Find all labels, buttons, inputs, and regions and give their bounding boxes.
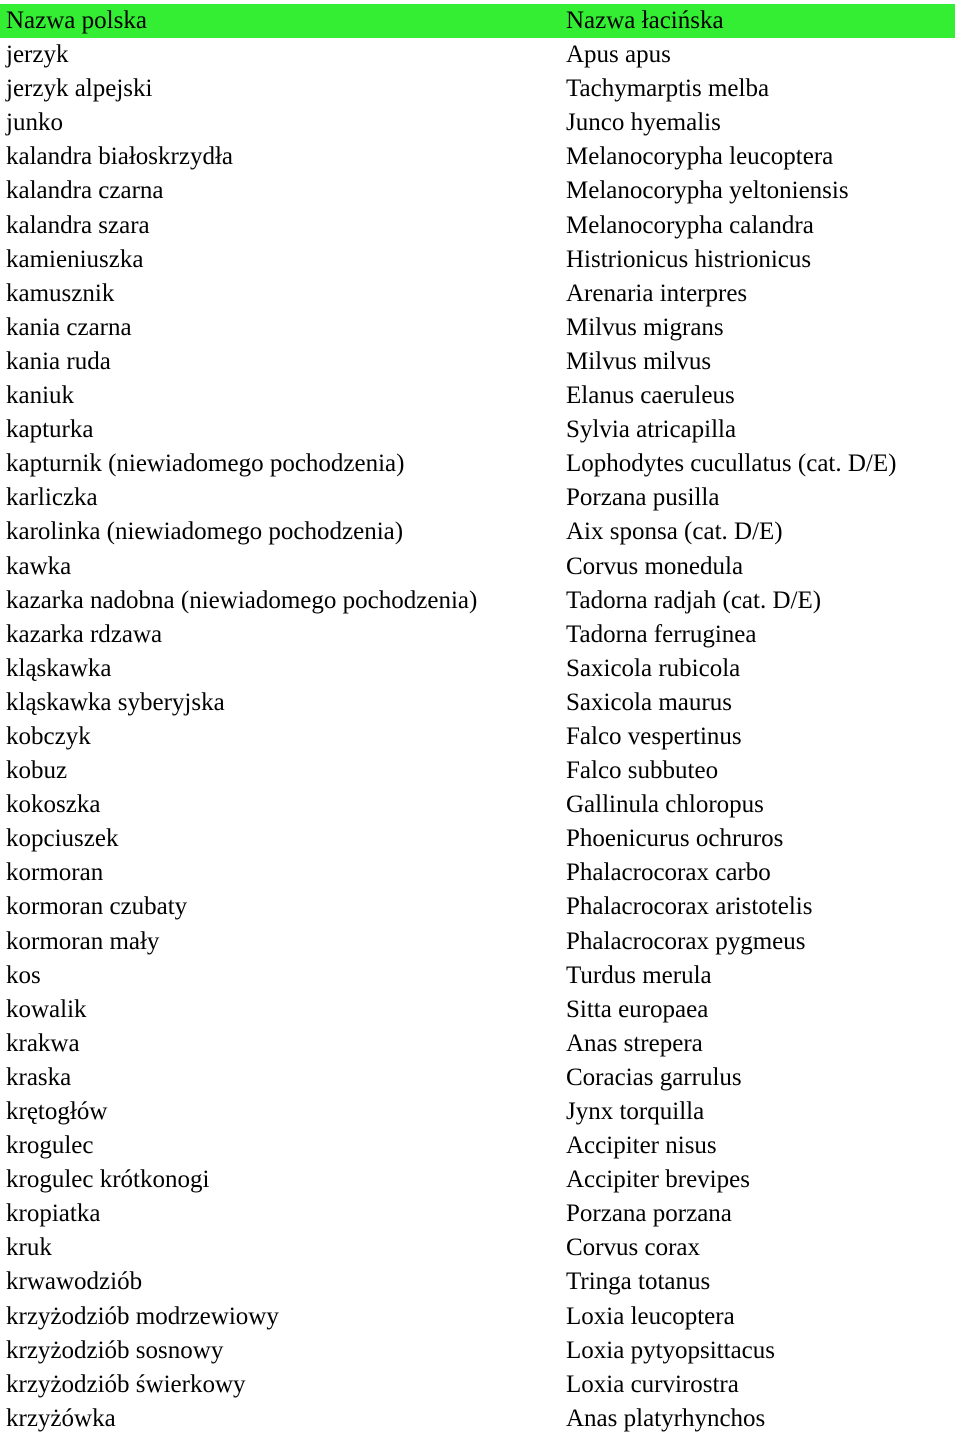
polish-name-cell: kropiatka <box>6 1200 101 1228</box>
polish-name-cell: kazarka nadobna (niewiadomego pochodzenia) <box>6 586 478 614</box>
table-row <box>0 822 955 856</box>
polish-name-cell: krętogłów <box>6 1098 108 1125</box>
table-row <box>0 754 955 788</box>
latin-name-cell: Gallinula chloropus <box>566 791 764 819</box>
latin-name-cell: Lophodytes cucullatus (cat. D/E) <box>566 450 897 478</box>
polish-name-cell: kapturka <box>6 416 94 444</box>
latin-name-cell: Loxia pytyopsittacus <box>566 1336 775 1364</box>
table-row <box>0 618 955 652</box>
polish-name-cell: kobuz <box>6 757 68 785</box>
latin-name-cell: Accipiter nisus <box>566 1132 717 1160</box>
polish-name-cell: krzyżodziób sosnowy <box>6 1336 224 1364</box>
latin-name-cell: Corvus corax <box>566 1234 700 1262</box>
table-header-row <box>0 4 955 38</box>
table-row <box>0 550 955 584</box>
latin-name-cell: Milvus milvus <box>566 347 712 375</box>
latin-name-cell: Phalacrocorax carbo <box>566 859 771 887</box>
polish-name-cell: kopciuszek <box>6 825 119 853</box>
latin-name-cell: Phalacrocorax pygmeus <box>566 927 806 955</box>
polish-name-cell: krwawodziób <box>6 1268 143 1296</box>
table-row <box>0 174 955 208</box>
table-row <box>0 243 955 277</box>
polish-name-cell: kalandra szara <box>6 211 150 239</box>
latin-name-cell: Tadorna ferruginea <box>566 620 757 648</box>
polish-name-cell: kamusznik <box>6 279 115 307</box>
polish-name-cell: kormoran czubaty <box>6 893 188 921</box>
table-row <box>0 993 955 1027</box>
latin-name-cell: Porzana pusilla <box>566 484 720 512</box>
latin-name-cell: Falco vespertinus <box>566 722 742 750</box>
polish-name-cell: karliczka <box>6 484 98 512</box>
latin-name-cell: Elanus caeruleus <box>566 382 735 410</box>
latin-name-cell: Histrionicus histrionicus <box>566 245 812 273</box>
latin-name-cell: Turdus merula <box>566 961 712 989</box>
polish-name-cell: kos <box>6 961 41 989</box>
table-row <box>0 1163 955 1197</box>
table-row <box>0 277 955 311</box>
latin-name-cell: Milvus migrans <box>566 313 724 341</box>
table-row <box>0 1095 955 1129</box>
polish-name-cell: krzyżodziób modrzewiowy <box>6 1302 279 1330</box>
latin-name-cell: Tadorna radjah (cat. D/E) <box>566 586 822 614</box>
polish-name-cell: junko <box>6 109 63 137</box>
latin-name-cell: Anas platyrhynchos <box>566 1404 766 1432</box>
latin-name-cell: Saxicola maurus <box>566 688 732 716</box>
table-row <box>0 1368 955 1402</box>
latin-name-cell: Accipiter brevipes <box>566 1166 750 1194</box>
table-row <box>0 1129 955 1163</box>
table-row <box>0 38 955 72</box>
latin-name-cell: Jynx torquilla <box>566 1098 705 1125</box>
table-row <box>0 1197 955 1231</box>
polish-name-cell: kapturnik (niewiadomego pochodzenia) <box>6 450 405 478</box>
polish-name-cell: kawka <box>6 552 72 580</box>
polish-name-cell: kobczyk <box>6 722 91 750</box>
table-row <box>0 481 955 515</box>
table-body <box>0 38 955 1436</box>
table-row <box>0 311 955 345</box>
polish-name-cell: kaniuk <box>6 382 75 410</box>
table-row <box>0 209 955 243</box>
latin-name-cell: Junco hyemalis <box>566 109 721 137</box>
polish-name-cell: kormoran <box>6 859 104 887</box>
latin-name-cell: Corvus monedula <box>566 552 744 580</box>
polish-name-cell: kamieniuszka <box>6 245 144 273</box>
polish-name-cell: kalandra białoskrzydła <box>6 143 233 171</box>
polish-name-cell: kowalik <box>6 995 87 1023</box>
polish-name-cell: kląskawka <box>6 654 112 682</box>
latin-name-cell: Saxicola rubicola <box>566 654 741 682</box>
table-row <box>0 345 955 379</box>
latin-name-cell: Anas strepera <box>566 1029 703 1057</box>
latin-name-cell: Melanocorypha yeltoniensis <box>566 177 849 205</box>
polish-name-cell: kokoszka <box>6 791 101 819</box>
table-row <box>0 413 955 447</box>
latin-name-cell: Porzana porzana <box>566 1200 732 1228</box>
species-table <box>0 4 955 1436</box>
table-row <box>0 686 955 720</box>
table-row <box>0 720 955 754</box>
latin-name-cell: Aix sponsa (cat. D/E) <box>566 518 783 546</box>
latin-name-cell: Apus apus <box>566 41 671 69</box>
polish-name-cell: kania czarna <box>6 313 132 341</box>
table-row <box>0 72 955 106</box>
table-row <box>0 959 955 993</box>
polish-name-cell: kania ruda <box>6 347 111 375</box>
latin-name-cell: Coracias garrulus <box>566 1063 742 1091</box>
polish-name-cell: kraska <box>6 1063 72 1091</box>
latin-name-cell: Phalacrocorax aristotelis <box>566 893 813 921</box>
polish-name-cell: krzyżodziób świerkowy <box>6 1370 246 1398</box>
table-row <box>0 140 955 174</box>
table-row <box>0 1334 955 1368</box>
table-row <box>0 788 955 822</box>
polish-name-cell: jerzyk <box>6 41 69 69</box>
table-row <box>0 890 955 924</box>
latin-name-cell: Loxia leucoptera <box>566 1302 735 1330</box>
table-row <box>0 856 955 890</box>
table-row <box>0 584 955 618</box>
table-row <box>0 925 955 959</box>
polish-name-cell: krakwa <box>6 1029 80 1057</box>
latin-name-cell: Melanocorypha calandra <box>566 211 814 239</box>
table-row <box>0 652 955 686</box>
polish-name-cell: krzyżówka <box>6 1404 116 1432</box>
table-row <box>0 447 955 481</box>
latin-name-cell: Tringa totanus <box>566 1268 711 1296</box>
polish-name-cell: kazarka rdzawa <box>6 620 163 648</box>
table-row <box>0 1265 955 1299</box>
latin-name-cell: Arenaria interpres <box>566 279 748 307</box>
polish-name-cell: kląskawka syberyjska <box>6 688 225 716</box>
header-latin-name: Nazwa łacińska <box>566 7 724 34</box>
latin-name-cell: Falco subbuteo <box>566 757 719 785</box>
header-polish-name: Nazwa polska <box>6 7 147 34</box>
polish-name-cell: karolinka (niewiadomego pochodzenia) <box>6 518 404 546</box>
latin-name-cell: Sitta europaea <box>566 995 709 1023</box>
latin-name-cell: Sylvia atricapilla <box>566 416 737 444</box>
table-row <box>0 1300 955 1334</box>
polish-name-cell: kalandra czarna <box>6 177 164 205</box>
latin-name-cell: Loxia curvirostra <box>566 1370 739 1398</box>
table-row <box>0 515 955 549</box>
table-row <box>0 1402 955 1436</box>
table-row <box>0 379 955 413</box>
latin-name-cell: Melanocorypha leucoptera <box>566 143 834 171</box>
polish-name-cell: kruk <box>6 1234 52 1262</box>
table-row <box>0 106 955 140</box>
latin-name-cell: Tachymarptis melba <box>566 75 770 103</box>
table-row <box>0 1231 955 1265</box>
table-row <box>0 1061 955 1095</box>
polish-name-cell: krogulec krótkonogi <box>6 1166 210 1194</box>
latin-name-cell: Phoenicurus ochruros <box>566 825 784 853</box>
polish-name-cell: kormoran mały <box>6 927 160 955</box>
polish-name-cell: krogulec <box>6 1132 94 1160</box>
table-row <box>0 1027 955 1061</box>
polish-name-cell: jerzyk alpejski <box>6 75 153 103</box>
